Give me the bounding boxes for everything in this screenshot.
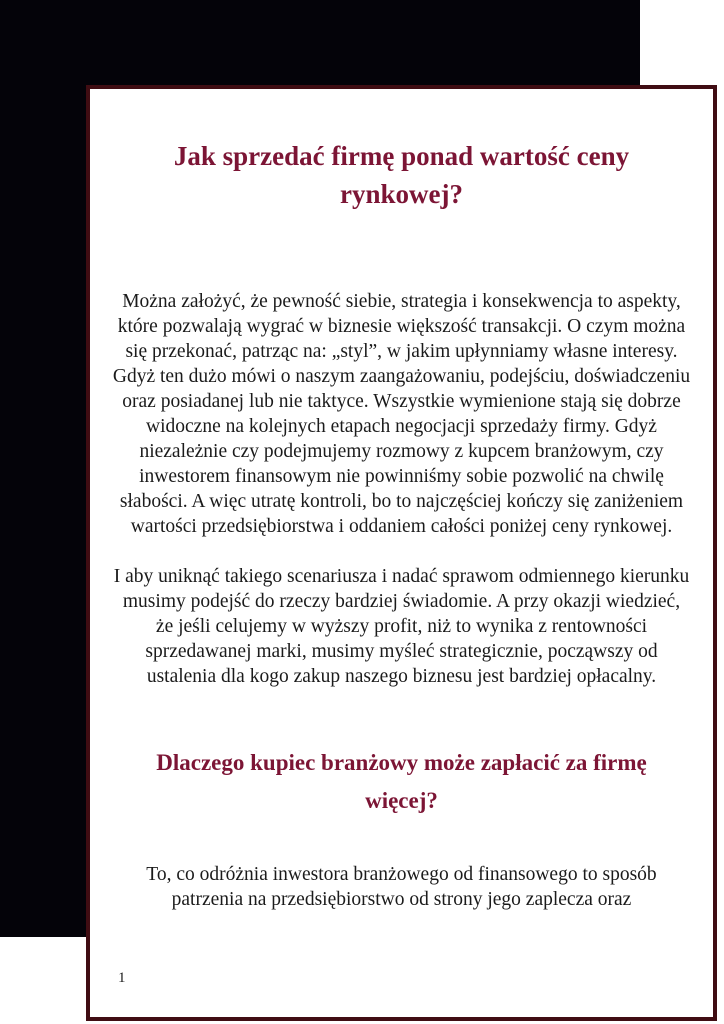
page-content xyxy=(90,89,713,1017)
paragraph: I aby uniknąć takiego scenariusza i nadać sprawom odmiennego kierunku musimy podejść do rzeczy bardziej świadomie. A przy okazji wiedzieć, że jeśli celujemy w wyższy profit, niż to wynika z rentowności sprzedawanej marki, musimy myśleć strategicznie, począwszy od ustalenia dla kogo zakup naszego biznesu jest bardziej opłacalny. xyxy=(113,566,690,687)
paragraph: To, co odróżnia inwestora branżowego od finansowego to sposób patrzenia na przedsiębiorstwo od strony jego zaplecza oraz xyxy=(146,864,657,910)
page-number: 1 xyxy=(118,970,126,986)
section-heading: Dlaczego kupiec branżowy może zapłacić za firmę więcej? xyxy=(156,750,647,813)
page-title: Jak sprzedać firmę ponad wartość ceny rynkowej? xyxy=(173,141,630,209)
document-page xyxy=(86,85,717,1021)
paragraph: Można założyć, że pewność siebie, strategia i konsekwencja to aspekty, które pozwalają wygrać w biznesie większość transakcji. O czym można się przekonać, patrząc na: „styl”, w jakim upłynniamy własne interesy. Gdyż ten dużo mówi o naszym zaangażowaniu, podejściu, doświadczeniu oraz posiadanej lub nie taktyce. Wszystkie wymienione stają się dobrze widoczne na kolejnych etapach negocjacji sprzedaży firmy. Gdyż niezależnie czy podejmujemy rozmowy z kupcem branżowym, czy inwestorem finansowym nie powinniśmy sobie pozwolić na chwilę słabości. A więc utratę kontroli, bo to najczęściej kończy się zaniżeniem wartości przedsiębiorstwa i oddaniem całości poniżej ceny rynkowej. xyxy=(112,291,691,537)
